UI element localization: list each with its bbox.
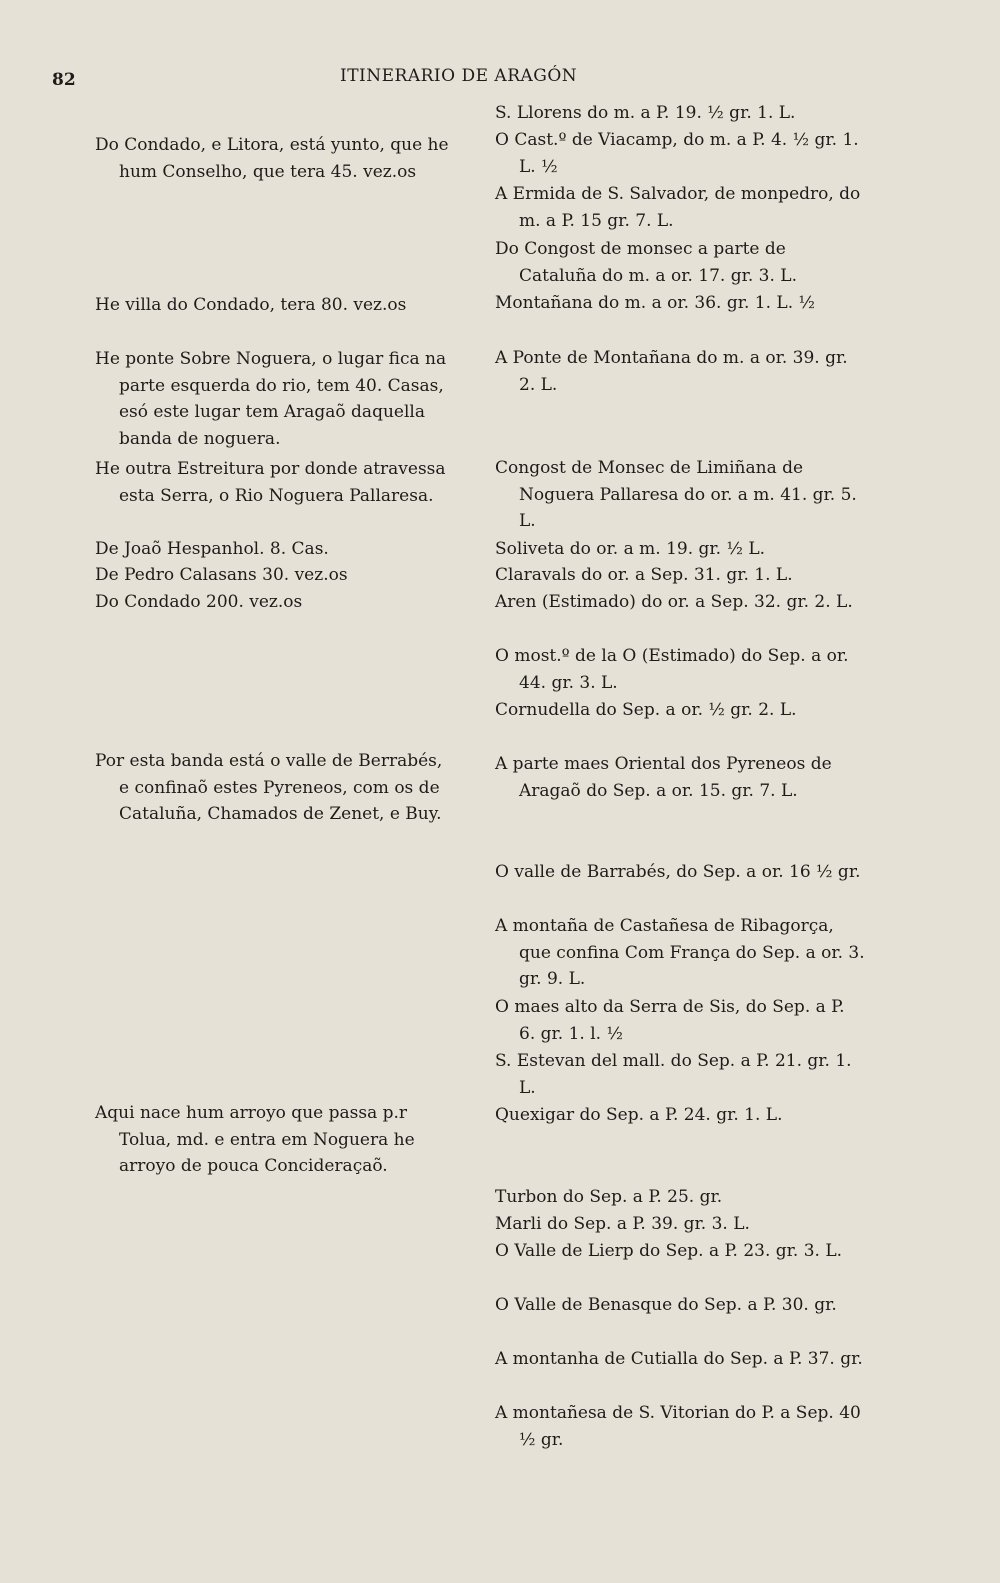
right-entry: O Cast.º de Viacamp, do m. a P. 4. ½ gr. 1. L. ½ bbox=[495, 130, 859, 177]
left-entry: He ponte Sobre Noguera, o lugar fica na parte esquerda do rio, tem 40. Casas, esó este lugar tem Aragaõ daquella banda de noguera. bbox=[95, 349, 447, 449]
right-entry: A Ponte de Montañana do m. a or. 39. gr. 2. L. bbox=[495, 348, 848, 395]
right-entry: A montanha de Cutialla do Sep. a P. 37. gr. bbox=[495, 1349, 863, 1369]
right-entry: Marli do Sep. a P. 39. gr. 3. L. bbox=[495, 1214, 750, 1234]
right-entry: A montañesa de S. Vitorian do P. a Sep. 40 ½ gr. bbox=[495, 1403, 861, 1450]
right-entry: O most.º de la O (Estimado) do Sep. a or. 44. gr. 3. L. bbox=[495, 646, 849, 693]
left-entry: De Pedro Calasans 30. vez.os bbox=[95, 565, 348, 585]
right-entry: Do Congost de monsec a parte de Cataluña do m. a or. 17. gr. 3. L. bbox=[495, 239, 797, 286]
right-entry: O Valle de Lierp do Sep. a P. 23. gr. 3. L. bbox=[495, 1241, 843, 1261]
left-entry: Aqui nace hum arroyo que passa p.r Tolua, md. e entra em Noguera he arroyo de pouca Concideraçaõ. bbox=[95, 1103, 415, 1176]
left-entry: De Joaõ Hespanhol. 8. Cas. bbox=[95, 539, 329, 559]
left-entry: He villa do Condado, tera 80. vez.os bbox=[95, 295, 407, 315]
left-entry: Por esta banda está o valle de Berrabés, e confinaõ estes Pyreneos, com os de Cataluña, Chamados de Zenet, e Buy. bbox=[95, 751, 443, 824]
left-entry: Do Condado 200. vez.os bbox=[95, 592, 303, 612]
left-entry: He outra Estreitura por donde atravessa esta Serra, o Rio Noguera Pallaresa. bbox=[95, 459, 446, 506]
right-entry: Claravals do or. a Sep. 31. gr. 1. L. bbox=[495, 565, 793, 585]
right-entry: Quexigar do Sep. a P. 24. gr. 1. L. bbox=[495, 1105, 783, 1125]
left-entry: Do Condado, e Litora, está yunto, que he hum Conselho, que tera 45. vez.os bbox=[95, 135, 449, 182]
right-entry: Aren (Estimado) do or. a Sep. 32. gr. 2. L. bbox=[495, 592, 853, 612]
right-entry: Cornudella do Sep. a or. ½ gr. 2. L. bbox=[495, 700, 797, 720]
right-entry: A parte maes Oriental dos Pyreneos de Aragaõ do Sep. a or. 15. gr. 7. L. bbox=[495, 754, 832, 801]
right-entry: A Ermida de S. Salvador, de monpedro, do m. a P. 15 gr. 7. L. bbox=[495, 184, 861, 231]
right-entry: A montaña de Castañesa de Ribagorça, que confina Com França do Sep. a or. 3. gr. 9. L. bbox=[495, 916, 865, 989]
right-entry: Soliveta do or. a m. 19. gr. ½ L. bbox=[495, 539, 766, 559]
right-entry: Turbon do Sep. a P. 25. gr. bbox=[495, 1187, 723, 1207]
page-number: 82 bbox=[52, 70, 76, 90]
running-title: ITINERARIO DE ARAGÓN bbox=[340, 66, 578, 86]
right-entry: S. Estevan del mall. do Sep. a P. 21. gr. 1. L. bbox=[495, 1051, 852, 1098]
right-entry: O Valle de Benasque do Sep. a P. 30. gr. bbox=[495, 1295, 837, 1315]
right-entry: Congost de Monsec de Limiñana de Noguera Pallaresa do or. a m. 41. gr. 5. L. bbox=[495, 458, 857, 531]
right-entry: S. Llorens do m. a P. 19. ½ gr. 1. L. bbox=[495, 103, 796, 123]
right-entry: Montañana do m. a or. 36. gr. 1. L. ½ bbox=[495, 293, 816, 313]
right-entry: O valle de Barrabés, do Sep. a or. 16 ½ gr. bbox=[495, 862, 861, 882]
right-entry: O maes alto da Serra de Sis, do Sep. a P. 6. gr. 1. l. ½ bbox=[495, 997, 845, 1044]
